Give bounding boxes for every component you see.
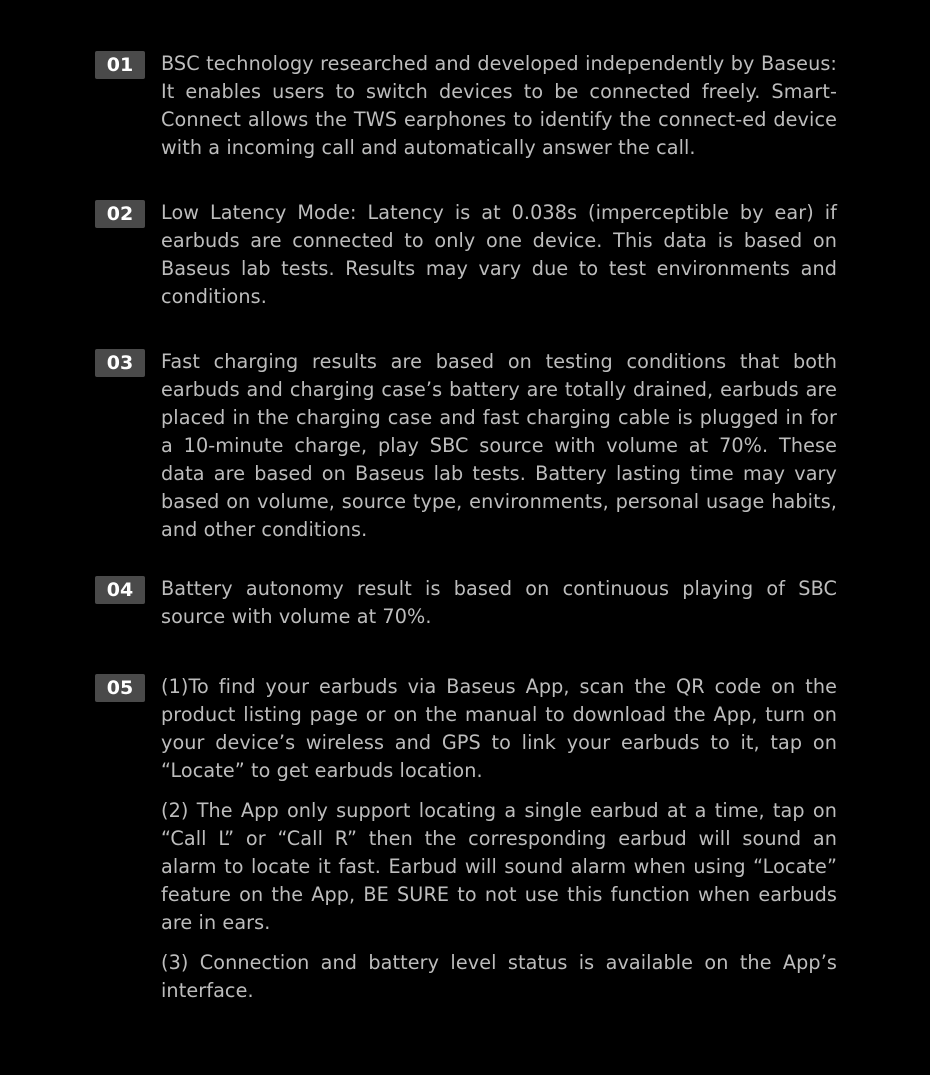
note-body	[161, 348, 837, 544]
note-paragraph: (2) The App only support locating a single earbud at a time, tap on “Call L” or “Call R” then the corresponding earbud will sound an alarm to locate it fast. Earbud will sound alarm when using “Locate” feature on the App, BE SURE to not use this function when earbuds are in ears.	[161, 799, 837, 934]
note-paragraph: (1)To find your earbuds via Baseus App, scan the QR code on the product listing page or on the manual to download the App, turn on your device’s wireless and GPS to link your earbuds to it, tap on “Locate” to get earbuds location.	[161, 675, 837, 782]
note-body	[161, 50, 837, 162]
note-paragraph: BSC technology researched and developed independently by Baseus: It enables users to switch devices to be connected freely. Smart-Connect allows the TWS earphones to identify the connect-ed device with a incoming call and automatically answer the call.	[161, 52, 837, 159]
note-paragraph: Low Latency Mode: Latency is at 0.038s (imperceptible by ear) if earbuds are connected to only one device. This data is based on Baseus lab tests. Results may vary due to test environments and conditions.	[161, 201, 837, 308]
note-body	[161, 575, 837, 631]
note-number-badge: 03	[95, 349, 145, 377]
note-number-badge: 04	[95, 576, 145, 604]
note-number-badge: 05	[95, 674, 145, 702]
note-paragraph: Fast charging results are based on testing conditions that both earbuds and charging case’s battery are totally drained, earbuds are placed in the charging case and fast charging cable is plugged in for a 10-minute charge, play SBC source with volume at 70%. These data are based on Baseus lab tests. Battery lasting time may vary based on volume, source type, environments, personal usage habits, and other conditions.	[161, 350, 837, 541]
note-paragraph: (3) Connection and battery level status is available on the App’s interface.	[161, 951, 837, 1002]
note-paragraph: Battery autonomy result is based on continuous playing of SBC source with volume at 70%.	[161, 577, 837, 628]
note-body	[161, 199, 837, 311]
note-number-badge: 02	[95, 200, 145, 228]
note-body	[161, 673, 837, 1005]
note-number-badge: 01	[95, 51, 145, 79]
